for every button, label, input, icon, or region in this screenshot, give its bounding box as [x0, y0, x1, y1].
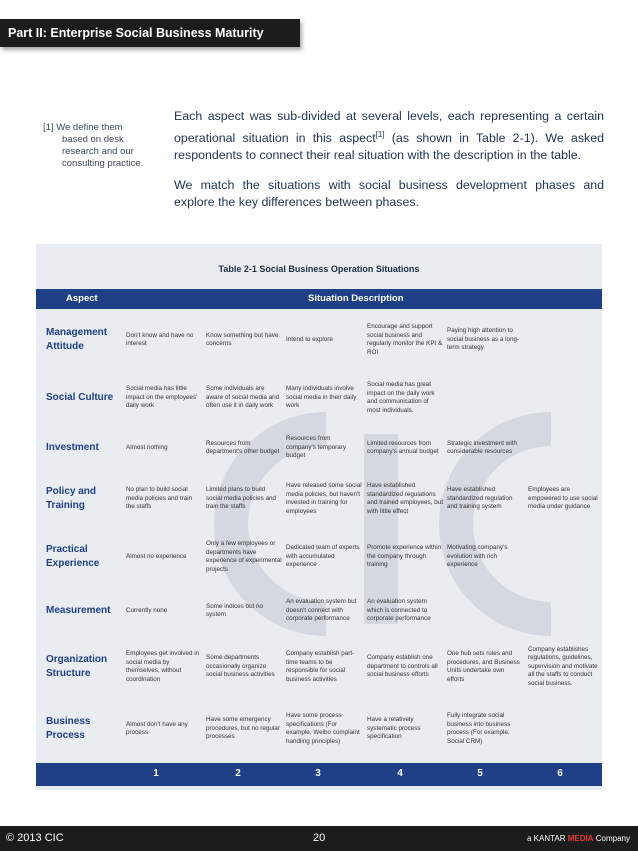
- table-row: [36, 472, 602, 526]
- footnote-line-4: consulting practice.: [62, 158, 144, 169]
- table-row: [36, 530, 602, 584]
- situation-cell: Company establishes regulations, guidelines, supervision and motivate all the staffs to conduct social business.: [528, 645, 598, 687]
- situation-cell: Strategic investment with considerable resources: [447, 439, 517, 456]
- situation-cell: Some indices but no system: [206, 602, 264, 619]
- situation-cell: Have a relatively systematic process specification: [367, 716, 421, 741]
- page-footer: [0, 826, 638, 851]
- level-label: 1: [153, 768, 159, 779]
- section-title: Part II: Enterprise Social Business Maturity Roadmap: [0, 19, 300, 47]
- footnote-ref[interactable]: [1]: [375, 129, 385, 139]
- table-row: [36, 588, 602, 634]
- situation-cell: Employees get involved in social media by themselves, without coordination: [126, 650, 200, 683]
- level-label: 2: [235, 768, 241, 779]
- intro-paragraph-1: Each aspect was sub-divided at several levels, each representing a certain operational situation in this aspect[1] (as shown in Table 2-1). We asked respondents to connect their real situation with the description in the table.: [174, 109, 604, 163]
- situation-cell: One hub sets rules and procedures, and Business Units undertake own efforts: [447, 650, 520, 683]
- situation-column-header: Situation Description: [308, 293, 404, 304]
- situation-table: [36, 244, 602, 790]
- footnote-line-1: We define them: [56, 122, 123, 133]
- situation-cell: Promote experience within the company through training: [367, 544, 442, 569]
- situation-cell: Only a few employees or departments have experience of experimental projects: [206, 540, 282, 573]
- intro-paragraph-2: We match the situations with social business development phases and explore the key differences between phases.: [174, 177, 604, 210]
- page-number: 20: [313, 832, 326, 844]
- situation-cell: Employees are empowered to use social media under guidance: [528, 486, 598, 511]
- aspect-label: Practical Experience: [46, 544, 100, 569]
- situation-cell: Fully integrate social business into business process (For example, Social CRM): [447, 712, 511, 745]
- situation-cell: Company establish part-time teams to be responsible for social business activities: [286, 650, 355, 683]
- situation-cell: Resources from department's other budget: [206, 439, 280, 456]
- situation-cell: Have some process specifications (For example, Weibo complaint handling principles): [286, 712, 360, 745]
- copyright: © 2013 CIC: [6, 832, 64, 844]
- level-label: 4: [397, 768, 403, 779]
- level-label: 5: [477, 768, 483, 779]
- situation-cell: Limited resources from company's annual budget: [367, 439, 439, 456]
- situation-cell: Some individuals are aware of social media and often use it in daily work: [206, 385, 280, 410]
- aspect-label: Measurement: [46, 605, 111, 616]
- situation-cell: Some departments occasionally organize social business activities: [206, 654, 275, 679]
- aspect-label: Organization Structure: [46, 654, 108, 679]
- table-row: [36, 312, 602, 368]
- table-row: [36, 372, 602, 424]
- aspect-label: Management Attitude: [46, 327, 108, 352]
- aspect-label: Policy and Training: [46, 486, 97, 511]
- situation-cell: Almost don't have any process: [126, 720, 188, 737]
- table-header: [36, 289, 602, 309]
- situation-cell: No plan to build social media policies and train the staffs: [126, 486, 193, 511]
- situation-cell: Currently none: [126, 606, 168, 614]
- situation-cell: An evaluation system but doesn't connect with corporate performance: [286, 598, 357, 623]
- intro-text: [174, 108, 604, 224]
- situation-cell: Social media has little impact on the employees' daily work: [126, 385, 198, 410]
- situation-cell: Dedicated team of experts with accumulated experience: [286, 544, 360, 569]
- situation-cell: Company establish one department to controls all social business efforts: [367, 654, 438, 679]
- situation-cell: Have some emergency procedures, but no regular processes: [206, 716, 280, 741]
- aspect-label: Business Process: [46, 716, 91, 741]
- situation-cell: Intend to explore: [286, 335, 333, 343]
- footnote: [43, 122, 153, 170]
- situation-cell: Encourage and support social business and regularly monitor the KPI & ROI: [367, 323, 443, 356]
- table-title: Table 2-1 Social Business Operation Situations: [218, 264, 420, 274]
- situation-cell: Many individuals involve social media in their daily work: [286, 385, 357, 410]
- situation-cell: Almost no experience: [126, 552, 187, 560]
- aspect-label: Social Culture: [46, 392, 114, 403]
- situation-cell: Don't know and have no interest: [126, 331, 194, 348]
- footnote-line-2: based on desk: [62, 134, 124, 145]
- table-row: [36, 638, 602, 696]
- brand-logo: a KANTAR MEDIA Company: [526, 834, 630, 843]
- table-row: [36, 428, 602, 468]
- level-label: 6: [557, 768, 563, 779]
- situation-cell: Resources from company's temporary budget: [286, 435, 346, 460]
- table-row: [36, 700, 602, 758]
- aspect-column-header: Aspect: [66, 293, 98, 304]
- situation-cell: Almost nothing: [126, 443, 168, 451]
- situation-cell: Have released some social media policies, but haven't invested in training for employees: [286, 482, 362, 515]
- situation-cell: Motivating company's evolution with rich experience: [447, 544, 508, 569]
- situation-cell: Social media has great impact on the daily work and communication of most individuals.: [367, 381, 435, 414]
- situation-cell: Know something but have concerns: [206, 331, 279, 348]
- situation-cell: An evaluation system which is connected to corporate performance: [367, 598, 431, 623]
- aspect-label: Investment: [46, 442, 99, 453]
- footnote-line-3: research and our: [62, 146, 134, 157]
- situation-cell: Have established standardized regulation and training system: [447, 486, 513, 511]
- level-label: 3: [315, 768, 321, 779]
- situation-cell: Limited plans to build social media policies and train the staffs: [206, 486, 277, 511]
- footnote-marker: [1]: [43, 122, 54, 133]
- situation-cell: Paying high attention to social business as a long-term strategy: [447, 327, 520, 352]
- level-scale-bar: [36, 763, 602, 786]
- situation-cell: Have established standardized regulations and trained employees, but with little effect: [367, 482, 443, 515]
